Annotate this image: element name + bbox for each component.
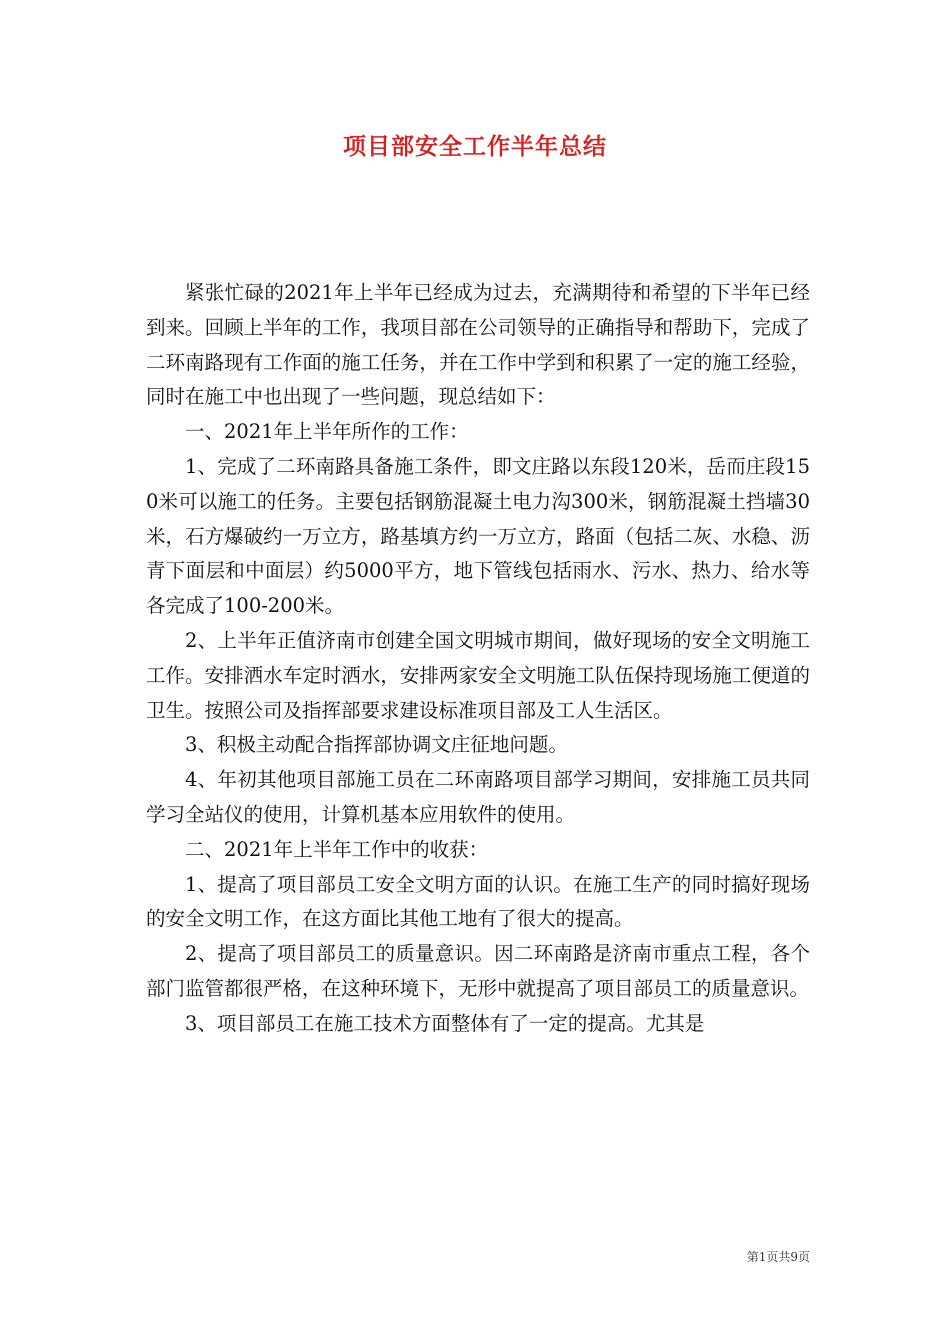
- document-body: [146, 276, 810, 1042]
- section-heading-work: 一、2021年上半年所作的工作：: [185, 420, 469, 444]
- paragraph-work-1: 1、完成了二环南路具备施工条件，即文庄路以东段120米，岳而庄段150米可以施工的任务。主要包括钢筋混凝土电力沟300米，钢筋混凝土挡墙30米，石方爆破约一万立方，路基填方约一万立方，路面（包括二灰、水稳、沥青下面层和中面层）约5000平方，地下管线包括雨水、污水、热力、给水等各完成了100-200米。: [146, 454, 810, 618]
- paragraph-intro: 紧张忙碌的2021年上半年已经成为过去，充满期待和希望的下半年已经到来。回顾上半年的工作，我项目部在公司领导的正确指导和帮助下，完成了二环南路现有工作面的施工任务，并在工作中学到和积累了一定的施工经验，同时在施工中也出现了一些问题，现总结如下：: [146, 281, 810, 409]
- paragraph-gain-2: 2、提高了项目部员工的质量意识。因二环南路是济南市重点工程，各个部门监管都很严格，在这种环境下，无形中就提高了项目部员工的质量意识。: [146, 942, 810, 1000]
- paragraph-work-4: 4、年初其他项目部施工员在二环南路项目部学习期间，安排施工员共同学习全站仪的使用，计算机基本应用软件的使用。: [146, 768, 810, 826]
- section-heading-gains: 二、2021年上半年工作中的收获：: [185, 837, 489, 861]
- paragraph-work-2: 2、上半年正值济南市创建全国文明城市期间，做好现场的安全文明施工工作。安排洒水车定时洒水，安排两家安全文明施工队伍保持现场施工便道的卫生。按照公司及指挥部要求建设标准项目部及工人生活区。: [146, 628, 810, 722]
- paragraph-work-3: 3、积极主动配合指挥部协调文庄征地问题。: [185, 733, 568, 757]
- document-title: 项目部安全工作半年总结: [343, 133, 607, 160]
- paragraph-gain-3: 3、项目部员工在施工技术方面整体有了一定的提高。尤其是: [185, 1011, 705, 1035]
- page-number: 第1页共9页: [746, 1250, 810, 1264]
- paragraph-gain-1: 1、提高了项目部员工安全文明方面的认识。在施工生产的同时搞好现场的安全文明工作，在这方面比其他工地有了很大的提高。: [146, 872, 810, 931]
